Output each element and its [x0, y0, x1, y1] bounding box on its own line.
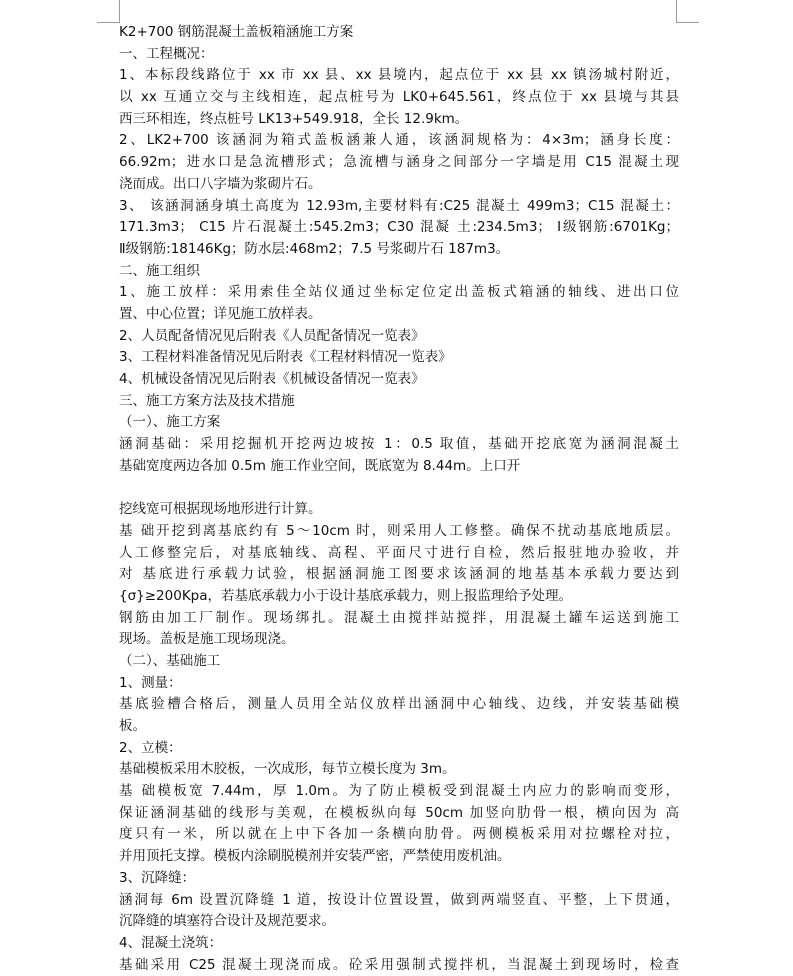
text-line: 西三环相连，终点桩号 LK13+549.918，全长 12.9km。 [119, 110, 469, 127]
text-line: （一）、施工方案 [119, 414, 221, 431]
text-line: 基 础模板宽 7.44m，厚 1.0m。为了防止模板受到混凝土内应力的影响而变形， [119, 783, 679, 800]
text-line: 171.3m3； C15 片石混凝土:545.2m3；C30 混凝 土:234.5m3； Ⅰ级钢筋:6701Kg； [119, 219, 679, 236]
text-line: 人工修整完后，对基底轴线、高程、平面尺寸进行自检，然后报驻地办验收，并 [119, 544, 679, 561]
text-line: 基础宽度两边各加 0.5m 施工作业空间，既底宽为 8.44m。上口开 [119, 457, 521, 474]
text-line: 基 础开挖到离基底约有 5～10cm 时，则采用人工修整。确保不扰动基底地质层。 [119, 522, 679, 539]
crop-mark-top-left [97, 0, 120, 23]
text-line: 钢筋由加工厂制作。现场绑扎。混凝土由搅拌站搅拌，用混凝土罐车运送到施工 [119, 609, 679, 626]
text-line: 3、沉降缝： [119, 869, 196, 886]
text-line: 以 xx 互通立交与主线相连，起点桩号为 LK0+645.561，终点位于 xx 县境与其县 [119, 89, 679, 106]
text-line: 挖线宽可根据现场地形进行计算。 [119, 501, 322, 518]
text-line: 2、立模： [119, 739, 182, 756]
text-line: 3、 该涵洞涵身填土高度为 12.93m,主要材料有:C25 混凝土 499m3；C15 混凝土： [119, 197, 679, 214]
text-line: 沉降缝的填塞符合设计及规范要求。 [119, 913, 335, 930]
text-line: 4、机械设备情况见后附表《机械设备情况一览表》 [119, 371, 425, 387]
text-line: 2、LK2+700 该涵洞为箱式盖板涵兼人通，该涵洞规格为：4×3m；涵身长度： [119, 132, 679, 149]
text-line: 2、人员配备情况见后附表《人员配备情况一览表》 [119, 327, 425, 344]
text-line: 度只有一米，所以就在上中下各加一条横向肋骨。两侧模板采用对拉螺栓对拉， [119, 826, 679, 843]
text-line: 涵洞每 6m 设置沉降缝 1 道，按设计位置设置，做到两端竖直、平整，上下贯通， [119, 891, 679, 908]
text-line: 基础模板采用木胶板，一次成形，每节立模长度为 3m。 [119, 761, 456, 778]
text-line: 一、工程概况： [119, 45, 214, 62]
text-line: 66.92m；进水口是急流槽形式；急流槽与涵身之间部分一字墙是用 C15 混凝土现 [119, 154, 679, 171]
text-line: 1、测量： [119, 674, 182, 691]
text-line: 浇而成。出口八字墙为浆砌片石。 [119, 175, 322, 192]
text-line: 置、中心位置；详见施工放样表。 [119, 305, 322, 322]
text-line: 1、本标段线路位于 xx 市 xx 县、xx 县境内，起点位于 xx 县 xx 镇汤城村附近， [119, 67, 679, 84]
text-line: 涵洞基础：采用挖掘机开挖两边坡按 1：0.5 取值，基础开挖底宽为涵洞混凝土 [119, 436, 679, 453]
paragraph-lines [119, 44, 679, 976]
text-line: 并用顶托支撑。模板内涂刷脱模剂并安装严密，严禁使用废机油。 [119, 848, 511, 865]
text-line: 4、混凝土浇筑： [119, 934, 223, 951]
text-line: （二）、基础施工 [119, 652, 221, 669]
document-title: K2+700 钢筋混凝土盖板箱涵施工方案 [119, 24, 354, 40]
text-line: 对 基底进行承载力试验，根据涵洞施工图要求该涵洞的地基基本承载力要达到 [119, 566, 679, 583]
text-line: 板。 [119, 718, 146, 734]
text-line: 现场。盖板是施工现场现浇。 [119, 631, 295, 648]
text-line: 基底验槽合格后，测量人员用全站仪放样出涵洞中心轴线、边线，并安装基础模 [119, 696, 679, 713]
text-line: 保证涵洞基础的线形与美观，在模板纵向每 50cm 加竖向肋骨一根，横向因为 高 [119, 804, 679, 821]
text-line: 二、施工组织 [119, 262, 200, 279]
text-line: 1、施工放样：采用索佳全站仪通过坐标定位定出盖板式箱涵的轴线、进出口位 [119, 284, 679, 301]
crop-mark-top-right [676, 0, 699, 23]
blank-line [119, 477, 679, 499]
document-body [119, 22, 679, 976]
text-line: {σ}≥200Kpa，若基底承载力小于设计基底承载力，则上报监理给予处理。 [119, 587, 573, 604]
text-line: Ⅱ级钢筋:18146Kg；防水层:468m2；7.5 号浆砌片石 187m3。 [119, 240, 510, 257]
text-line: 基础采用 C25 混凝土现浇而成。砼采用强制式搅拌机，当混凝土到现场时，检查 [119, 956, 679, 973]
text-line: 三、施工方案方法及技术措施 [119, 392, 295, 409]
text-line: 3、工程材料准备情况见后附表《工程材料情况一览表》 [119, 349, 452, 366]
